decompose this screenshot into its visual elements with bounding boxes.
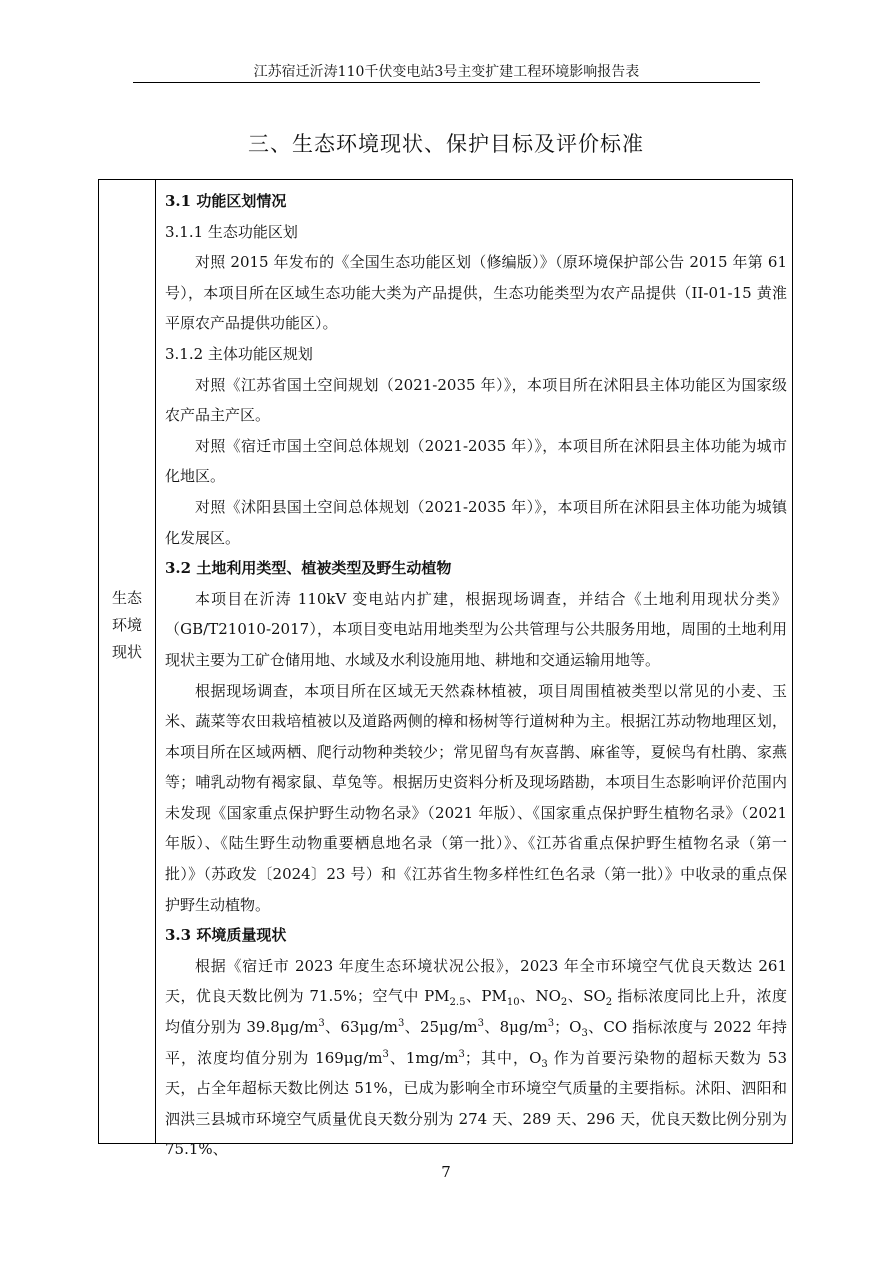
page-number: 7 <box>441 1163 451 1181</box>
text-run: 、1mg/m <box>388 1048 459 1067</box>
paragraph-3-1-1: 对照 2015 年发布的《全国生态功能区划（修编版）》（原环境保护部公告 2015 年第 61 号），本项目所在区域生态功能大类为产品提供，生态功能类型为农产品提供（II-01-15 黄淮平原农产品提供功能区）。 <box>165 253 787 333</box>
heading-3-1-2: 3.1.2 主体功能区规划 <box>165 344 313 363</box>
heading-3-2: 3.2 土地利用类型、植被类型及野生动植物 <box>165 559 452 578</box>
superscript: 3 <box>398 1018 405 1030</box>
superscript: 3 <box>547 1018 555 1030</box>
table-left-column <box>99 180 156 1143</box>
paragraph-3-1-2-a: 对照《江苏省国土空间规划（2021-2035 年）》，本项目所在沭阳县主体功能区为国家级农产品主产区。 <box>165 375 787 425</box>
row-label-line-2: 环境 <box>111 616 142 634</box>
text-run: 指标浓度同比上升，浓度均值分别为 39.8μg/m <box>165 987 787 1037</box>
text-run: ；O <box>554 1018 582 1037</box>
heading-3-1: 3.1 功能区划情况 <box>165 192 287 210</box>
text-run: 根据《宿迁市 2023 年度生态环境状况公报》，2023 年全市环境空气优良天数达 261 天，优良天数比例为 71.5%；空气中 PM <box>165 956 787 1006</box>
text-run: 作为首要污染物的超标天数为 53 天，占全年超标天数比例达 51%，已成为影响全市环境空气质量的主要指标。沭阳、泗阳和泗洪三县城市环境空气质量优良天数分别为 274 天、289 天、296 天，优良天数比例分别为 75.1%、 <box>165 1048 787 1159</box>
superscript: 3 <box>318 1018 325 1030</box>
heading-3-1-1: 3.1.1 生态功能区划 <box>165 222 298 241</box>
subscript: 2.5 <box>449 997 466 1009</box>
subscript: 2 <box>560 997 568 1009</box>
table-content-cell <box>165 186 787 1165</box>
text-run: 、SO <box>567 987 606 1006</box>
row-label-line-1: 生态 <box>111 589 142 607</box>
subscript: 3 <box>581 1028 588 1040</box>
text-run: 、PM <box>465 987 507 1006</box>
paragraph-3-3-a <box>165 951 787 1165</box>
subscript: 3 <box>541 1058 548 1070</box>
text-run: 、NO <box>519 987 561 1006</box>
text-run: 、63μg/m <box>324 1018 399 1037</box>
document-header-title: 江苏宿迁沂涛110千伏变电站3号主变扩建工程环境影响报告表 <box>253 64 640 80</box>
paragraph-3-2-a: 本项目在沂涛 110kV 变电站内扩建，根据现场调查，并结合《土地利用现状分类》（GB/T21010-2017），本项目变电站用地类型为公共管理与公共服务用地，周围的土地利用现状主要为工矿仓储用地、水域及水利设施用地、耕地和交通运输用地等。 <box>165 589 787 669</box>
subscript: 2 <box>605 997 613 1009</box>
heading-3-3: 3.3 环境质量现状 <box>165 926 287 945</box>
text-run: 、CO 指标浓度与 2022 年持平，浓度均值分别为 169μg/m <box>165 1018 788 1067</box>
paragraph-3-1-2-b: 对照《宿迁市国土空间总体规划（2021-2035 年）》，本项目所在沭阳县主体功能为城市化地区。 <box>165 436 787 486</box>
superscript: 3 <box>382 1048 389 1060</box>
section-title: 三、生态环境现状、保护目标及评价标准 <box>248 132 644 156</box>
text-run: ；其中，O <box>464 1048 542 1067</box>
paragraph-3-1-2-c: 对照《沭阳县国土空间总体规划（2021-2035 年）》，本项目所在沭阳县主体功能为城镇化发展区。 <box>165 497 787 547</box>
row-label-line-3: 现状 <box>111 643 142 661</box>
row-label <box>99 585 155 666</box>
header-rule <box>133 82 760 83</box>
paragraph-3-2-b: 根据现场调查，本项目所在区域无天然森林植被，项目周围植被类型以常见的小麦、玉米、蔬菜等农田栽培植被以及道路两侧的樟和杨树等行道树种为主。根据江苏动物地理区划，本项目所在区域两栖、爬行动物种类较少；常见留鸟有灰喜鹊、麻雀等，夏候鸟有杜鹃、家燕等；哺乳动物有褐家鼠、草兔等。根据历史资料分析及现场踏勘，本项目生态影响评价范围内未发现《国家重点保护野生动物名录》（2021 年版）、《国家重点保护野生植物名录》（2021 年版）、《陆生野生动物重要栖息地名录（第一批）》、《江苏省重点保护野生植物名录（第一批）》（苏政发〔2024〕23 号）和《江苏省生物多样性红色名录（第一批）》中收录的重点保护野生动植物。 <box>165 681 787 914</box>
superscript: 3 <box>477 1018 485 1030</box>
superscript: 3 <box>458 1048 465 1060</box>
text-run: 、25μg/m <box>404 1018 478 1037</box>
text-run: 、8μg/m <box>484 1018 548 1037</box>
subscript: 10 <box>506 997 520 1009</box>
content-table <box>98 179 793 1159</box>
